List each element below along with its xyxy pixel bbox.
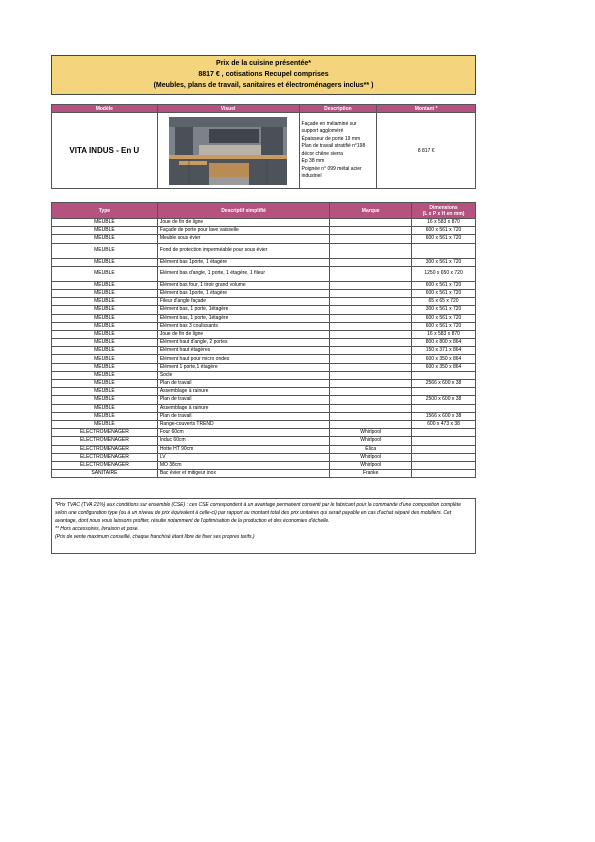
- item-dimensions: [412, 453, 476, 461]
- item-description: Assemblage à rainure: [157, 404, 329, 412]
- item-description: Elément bas d'angle, 1 porte, 1 étagère, 1 fileur: [157, 266, 329, 281]
- kitchen-photo: [169, 117, 287, 185]
- table-row: [52, 347, 476, 355]
- item-brand: [330, 289, 412, 297]
- table-row: [52, 227, 476, 235]
- desc-line: Façade en mélaminé sur support aggloméré: [301, 120, 357, 134]
- item-type: MEUBLE: [52, 330, 158, 338]
- item-description: Elément haut d'angle, 2 portes: [157, 339, 329, 347]
- item-dimensions: 600 x 561 x 720: [412, 227, 476, 235]
- item-type: MEUBLE: [52, 404, 158, 412]
- item-dimensions: [412, 404, 476, 412]
- item-brand: [330, 380, 412, 388]
- item-brand: [330, 298, 412, 306]
- table-row: [52, 453, 476, 461]
- item-type: MEUBLE: [52, 322, 158, 330]
- item-description: Assemblage à rainure: [157, 388, 329, 396]
- table-row: [52, 445, 476, 453]
- item-brand: [330, 371, 412, 379]
- summary-description: [299, 113, 377, 189]
- item-description: Elément bas four, 1 tiroir grand volume: [157, 281, 329, 289]
- item-description: Elément bas, 1 porte, 1étagère: [157, 314, 329, 322]
- items-table: [51, 202, 476, 478]
- item-description: Façade de porte pour lave vaisselle: [157, 227, 329, 235]
- item-brand: Elica: [330, 445, 412, 453]
- item-type: MEUBLE: [52, 298, 158, 306]
- desc-line: Ep 38 mm: [301, 158, 325, 164]
- table-row: [52, 289, 476, 297]
- item-brand: [330, 388, 412, 396]
- item-brand: [330, 420, 412, 428]
- item-brand: [330, 412, 412, 420]
- item-description: Bac évier et mitigeur inox: [157, 470, 329, 478]
- item-description: Four 60cm: [157, 429, 329, 437]
- item-type: MEUBLE: [52, 388, 158, 396]
- table-row: [52, 339, 476, 347]
- item-description: Plan de travail: [157, 396, 329, 404]
- item-brand: [330, 266, 412, 281]
- table-row: [52, 371, 476, 379]
- item-type: MEUBLE: [52, 380, 158, 388]
- table-row: [52, 380, 476, 388]
- item-dimensions: 1250 x 650 x 720: [412, 266, 476, 281]
- summary-amount: 8 817 €: [377, 113, 476, 189]
- kitchen-visual: [157, 113, 299, 189]
- col-dimensions: [412, 203, 476, 219]
- item-description: Elément bas 3 coulissants: [157, 322, 329, 330]
- item-description: Elément bas 1porte, 1 étagère: [157, 258, 329, 266]
- item-description: Elément 1 porte,1 étagère: [157, 363, 329, 371]
- item-description: LV: [157, 453, 329, 461]
- item-type: MEUBLE: [52, 412, 158, 420]
- item-brand: [330, 227, 412, 235]
- item-brand: [330, 243, 412, 258]
- item-type: MEUBLE: [52, 243, 158, 258]
- item-brand: [330, 306, 412, 314]
- item-type: MEUBLE: [52, 266, 158, 281]
- table-row: [52, 470, 476, 478]
- item-dimensions: [412, 429, 476, 437]
- footnote-exclusions: ** Hors accessoires, livraison et pose.: [55, 526, 139, 532]
- item-type: ELECTROMENAGER: [52, 453, 158, 461]
- desc-line: Épaisseur de porte 19 mm: [301, 135, 361, 142]
- item-type: MEUBLE: [52, 258, 158, 266]
- footnotes: [51, 498, 476, 554]
- item-dimensions: 65 x 65 x 720: [412, 298, 476, 306]
- item-brand: [330, 322, 412, 330]
- item-dimensions: 300 x 561 x 720: [412, 258, 476, 266]
- table-row: [52, 437, 476, 445]
- item-description: Elément bas, 1 porte, 1étagère: [157, 306, 329, 314]
- item-dimensions: 600 x 350 x 864: [412, 363, 476, 371]
- item-brand: [330, 235, 412, 243]
- item-dimensions: 800 x 800 x 864: [412, 339, 476, 347]
- item-type: SANITAIRE: [52, 470, 158, 478]
- item-description: Elément bas 1porte, 1 étagère: [157, 289, 329, 297]
- item-type: MEUBLE: [52, 363, 158, 371]
- table-row: [52, 420, 476, 428]
- table-row: [52, 266, 476, 281]
- dim-header-unit: (L x P x H en mm): [422, 210, 465, 217]
- item-brand: Whirlpool: [330, 461, 412, 469]
- item-dimensions: [412, 437, 476, 445]
- item-description: Plan de travail: [157, 412, 329, 420]
- item-brand: [330, 330, 412, 338]
- table-row: [52, 429, 476, 437]
- item-type: MEUBLE: [52, 289, 158, 297]
- item-type: ELECTROMENAGER: [52, 445, 158, 453]
- table-row: [52, 298, 476, 306]
- item-description: Fileur d'angle façade: [157, 298, 329, 306]
- table-row: [52, 363, 476, 371]
- item-dimensions: 150 x 371 x 864: [412, 347, 476, 355]
- col-desc: Descriptif simplifié: [157, 203, 329, 219]
- item-brand: [330, 404, 412, 412]
- price-header: [51, 55, 476, 95]
- item-description: Elément haut pour micro ondes: [157, 355, 329, 363]
- item-dimensions: 300 x 561 x 720: [412, 306, 476, 314]
- item-brand: [330, 347, 412, 355]
- item-dimensions: [412, 371, 476, 379]
- item-dimensions: [412, 470, 476, 478]
- item-dimensions: 600 x 561 x 720: [412, 322, 476, 330]
- dim-header-title: Dimensions: [429, 204, 458, 211]
- table-row: [52, 235, 476, 243]
- item-description: Induc 60cm: [157, 437, 329, 445]
- desc-line: Poignée n° 099 métal acier industriel: [301, 165, 362, 179]
- summary-table: [51, 104, 476, 189]
- table-row: [52, 330, 476, 338]
- item-description: Socle: [157, 371, 329, 379]
- item-type: MEUBLE: [52, 219, 158, 227]
- item-dimensions: 600 x 561 x 720: [412, 289, 476, 297]
- table-row: [52, 281, 476, 289]
- col-type: Type: [52, 203, 158, 219]
- item-brand: [330, 396, 412, 404]
- col-brand: Marque: [330, 203, 412, 219]
- item-dimensions: [412, 461, 476, 469]
- table-row: [52, 219, 476, 227]
- item-dimensions: 600 x 561 x 720: [412, 281, 476, 289]
- item-dimensions: 1566 x 600 x 38: [412, 412, 476, 420]
- item-type: MEUBLE: [52, 314, 158, 322]
- item-dimensions: 2566 x 600 x 38: [412, 380, 476, 388]
- item-type: MEUBLE: [52, 396, 158, 404]
- price-inclusions: (Meubles, plans de travail, sanitaires et électroménagers inclus** ): [153, 82, 374, 89]
- item-type: MEUBLE: [52, 281, 158, 289]
- footnote-price: (Prix de vente maximum conseillé, chaque franchisé étant libre de fixer ses propres tarifs.): [55, 534, 255, 540]
- item-description: Plan de travail: [157, 380, 329, 388]
- item-type: MEUBLE: [52, 339, 158, 347]
- item-brand: Whirlpool: [330, 437, 412, 445]
- item-dimensions: [412, 445, 476, 453]
- table-row: [52, 322, 476, 330]
- col-visual: Visuel: [157, 105, 299, 113]
- item-description: Meuble sous évier: [157, 235, 329, 243]
- item-brand: Whirlpool: [330, 453, 412, 461]
- table-row: [52, 258, 476, 266]
- item-brand: [330, 281, 412, 289]
- item-dimensions: [412, 243, 476, 258]
- item-dimensions: [412, 388, 476, 396]
- item-description: Elément haut étagères: [157, 347, 329, 355]
- table-row: [52, 388, 476, 396]
- item-type: MEUBLE: [52, 235, 158, 243]
- item-type: MEUBLE: [52, 355, 158, 363]
- col-model: Modèle: [52, 105, 158, 113]
- item-brand: [330, 363, 412, 371]
- desc-line: Plan de travail stratifié n°198 décor chêne sierra: [301, 143, 366, 157]
- item-description: Hotte HT 90cm: [157, 445, 329, 453]
- item-dimensions: 600 x 561 x 720: [412, 314, 476, 322]
- item-brand: Whirlpool: [330, 429, 412, 437]
- table-row: [52, 461, 476, 469]
- item-type: MEUBLE: [52, 420, 158, 428]
- item-type: MEUBLE: [52, 347, 158, 355]
- table-row: [52, 412, 476, 420]
- item-type: ELECTROMENAGER: [52, 461, 158, 469]
- table-row: [52, 404, 476, 412]
- table-row: [52, 396, 476, 404]
- item-dimensions: 600 x 473 x 38: [412, 420, 476, 428]
- item-description: Fond de protection imperméable pour sous évier: [157, 243, 329, 258]
- item-brand: [330, 355, 412, 363]
- price-amount-line: 8817 € , cotisations Recupel comprises: [198, 71, 329, 78]
- col-description: Description: [299, 105, 377, 113]
- item-description: Joue de fin de ligne: [157, 219, 329, 227]
- item-dimensions: 2500 x 600 x 38: [412, 396, 476, 404]
- item-type: ELECTROMENAGER: [52, 437, 158, 445]
- table-row: [52, 306, 476, 314]
- table-row: [52, 314, 476, 322]
- item-description: Range-couverts TREND: [157, 420, 329, 428]
- item-brand: [330, 339, 412, 347]
- item-dimensions: 600 x 561 x 720: [412, 235, 476, 243]
- item-type: MEUBLE: [52, 306, 158, 314]
- item-dimensions: 16 x 583 x 870: [412, 219, 476, 227]
- item-description: Joue de fin de ligne: [157, 330, 329, 338]
- footnote-vat: *Prix TVAC (TVA 21%) aux conditions sur ensemble (CSE) : ces CSE correspondent à un avantage permanent consenti par le fabricant pour la commande d'une composition complète selon une configuration type (ou à un niveau de prix équivalent à celle-ci) par rapport au montant total des prix unitaires qui serait payable en cas d'achat séparé des mobiliers. Cet avantage, dont nous vous laissons profiter, résulte notamment de l'optimisation de la production et des économies d'échelle.: [55, 502, 461, 524]
- item-type: ELECTROMENAGER: [52, 429, 158, 437]
- item-dimensions: 600 x 350 x 864: [412, 355, 476, 363]
- col-amount: Montant *: [377, 105, 476, 113]
- item-dimensions: 16 x 583 x 870: [412, 330, 476, 338]
- item-brand: [330, 219, 412, 227]
- item-description: MO 38cm: [157, 461, 329, 469]
- item-brand: [330, 314, 412, 322]
- item-type: MEUBLE: [52, 371, 158, 379]
- item-brand: Franke: [330, 470, 412, 478]
- table-row: [52, 355, 476, 363]
- item-brand: [330, 258, 412, 266]
- model-name: VITA INDUS - En U: [52, 113, 158, 189]
- item-type: MEUBLE: [52, 227, 158, 235]
- price-title: Prix de la cuisine présentée*: [216, 60, 311, 67]
- table-row: [52, 243, 476, 258]
